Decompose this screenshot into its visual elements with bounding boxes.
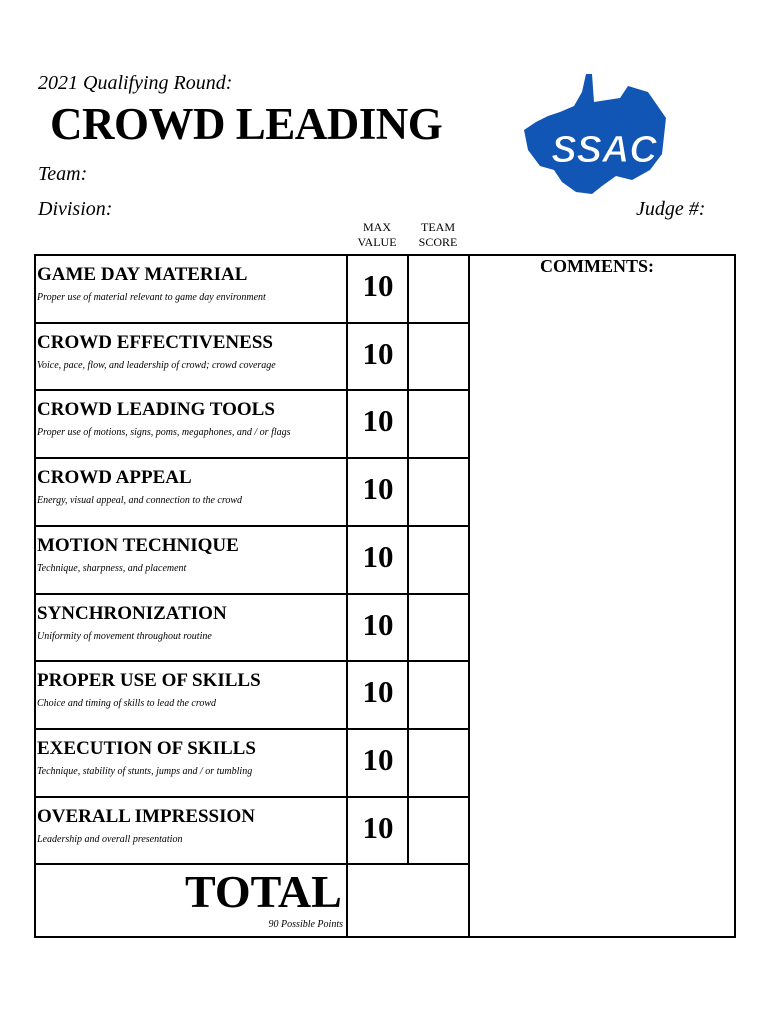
table-left-border [34, 254, 36, 938]
row-divider [34, 525, 468, 527]
team-header-line1: TEAM [421, 220, 455, 234]
category-title: PROPER USE OF SKILLS [37, 670, 261, 692]
category-max-value: 10 [362, 538, 394, 574]
page-title: CROWD LEADING [50, 99, 443, 149]
category-description: Technique, sharpness, and placement [37, 562, 187, 574]
round-label: 2021 Qualifying Round: [38, 72, 233, 94]
row-divider [34, 593, 468, 595]
category-description: Leadership and overall presentation [37, 833, 183, 845]
row-divider [34, 457, 468, 459]
category-description: Technique, stability of stunts, jumps and / or tumbling [37, 765, 253, 777]
category-max-value: 10 [362, 741, 394, 777]
team-label: Team: [38, 163, 88, 185]
max-header-line1: MAX [362, 220, 391, 234]
category-max-value: 10 [362, 809, 394, 845]
division-label: Division: [38, 198, 113, 220]
category-title: CROWD EFFECTIVENESS [37, 331, 273, 353]
table-right-border [734, 254, 736, 938]
category-max-value: 10 [362, 471, 394, 507]
category-max-value: 10 [362, 403, 394, 439]
category-description: Proper use of material relevant to game day environment [37, 292, 266, 303]
category-title: MOTION TECHNIQUE [37, 534, 239, 556]
table-bottom-border [34, 936, 736, 938]
comments-label: COMMENTS: [540, 256, 654, 276]
category-title: CROWD APPEAL [37, 467, 192, 489]
team-score-cell[interactable] [409, 459, 466, 523]
category-title: OVERALL IMPRESSION [37, 805, 256, 827]
team-score-cell[interactable] [409, 527, 466, 591]
ssac-logo [520, 70, 670, 195]
total-score-cell[interactable] [349, 866, 465, 933]
row-divider [34, 728, 468, 730]
logo-text: SSAC [551, 129, 657, 171]
team-score-cell[interactable] [409, 256, 466, 320]
category-description: Proper use of motions, signs, poms, megaphones, and / or flags [37, 427, 291, 439]
team-score-cell[interactable] [409, 391, 466, 455]
row-divider [34, 389, 468, 391]
row-divider [34, 322, 468, 324]
total-label: TOTAL [185, 866, 342, 917]
team-score-column-header [408, 220, 468, 250]
team-score-cell[interactable] [409, 730, 466, 794]
category-description: Choice and timing of skills to lead the crowd [37, 698, 217, 710]
category-description: Energy, visual appeal, and connection to the crowd [37, 495, 243, 507]
category-description: Voice, pace, flow, and leadership of crowd; crowd coverage [37, 359, 276, 371]
team-score-cell[interactable] [409, 324, 466, 388]
comments-area[interactable] [471, 284, 731, 932]
team-header-line2: SCORE [418, 235, 458, 249]
category-title: CROWD LEADING TOOLS [37, 399, 275, 421]
category-title: SYNCHRONIZATION [37, 602, 227, 624]
max-value-column-header [347, 220, 407, 250]
team-score-cell[interactable] [409, 798, 466, 862]
category-max-value: 10 [362, 268, 394, 303]
category-max-value: 10 [362, 674, 394, 710]
category-title: EXECUTION OF SKILLS [37, 737, 256, 759]
category-title: GAME DAY MATERIAL [37, 264, 248, 285]
total-possible-points: 90 Possible Points [268, 919, 343, 930]
row-divider [34, 796, 468, 798]
team-score-cell[interactable] [409, 595, 466, 659]
comments-column-divider [468, 254, 470, 936]
category-max-value: 10 [362, 606, 394, 642]
max-header-line2: VALUE [357, 235, 397, 249]
row-divider [34, 660, 468, 662]
judge-label: Judge #: [636, 198, 706, 220]
team-score-cell[interactable] [409, 662, 466, 726]
category-max-value: 10 [362, 335, 394, 371]
category-description: Uniformity of movement throughout routine [37, 630, 212, 642]
